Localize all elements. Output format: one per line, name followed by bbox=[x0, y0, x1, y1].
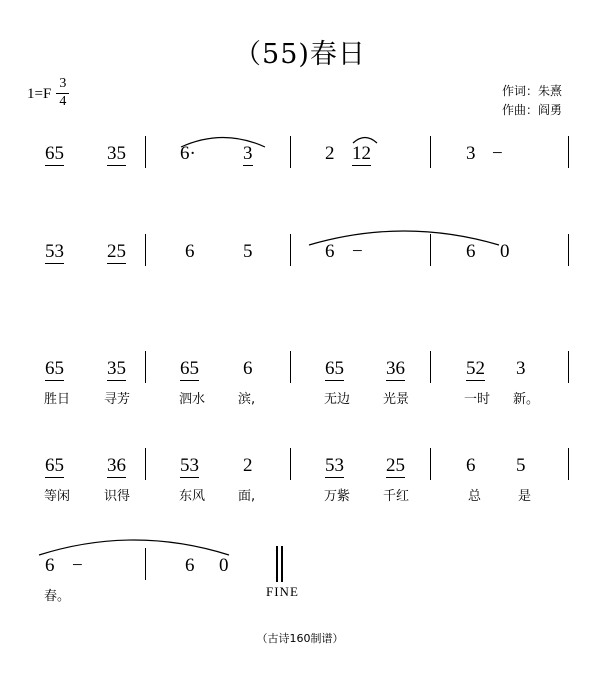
barline bbox=[568, 234, 569, 266]
note-group: 65 bbox=[45, 143, 64, 164]
lyric-syllable: 胜日 bbox=[44, 392, 71, 407]
lyric-syllable: 等闲 bbox=[44, 489, 71, 504]
note-group: 65 bbox=[45, 358, 64, 379]
slur-mark bbox=[38, 532, 230, 556]
lyricist-credit: 作词：朱熹 bbox=[501, 84, 562, 98]
note-group: 53 bbox=[45, 241, 64, 262]
note-group: 25 bbox=[386, 455, 405, 476]
note-group: 6 bbox=[45, 555, 55, 576]
note-group: 25 bbox=[107, 241, 126, 262]
lyric-syllable: 识得 bbox=[104, 489, 131, 504]
note-sustain-dash: − bbox=[352, 241, 363, 262]
footer-note: （古诗160制谱） bbox=[256, 632, 344, 645]
lyric-syllable: 泗水 bbox=[179, 392, 206, 407]
staff-line-1 bbox=[0, 130, 600, 210]
note-group: 6 bbox=[185, 555, 195, 576]
note-group: 3 bbox=[243, 143, 253, 164]
note-group: 35 bbox=[107, 358, 126, 379]
lyric-syllable: 万紫 bbox=[324, 489, 351, 504]
lyric-syllable: 千红 bbox=[383, 489, 410, 504]
credits-block bbox=[502, 82, 562, 120]
barline bbox=[568, 136, 569, 168]
barline bbox=[430, 448, 431, 480]
note-group: 0 bbox=[500, 241, 510, 262]
lyric-syllable: 滨, bbox=[238, 392, 256, 407]
lyric-syllable: 总 bbox=[468, 489, 482, 504]
barline bbox=[568, 448, 569, 480]
lyric-syllable: 东风 bbox=[179, 489, 206, 504]
lyric-syllable: 光景 bbox=[383, 392, 410, 407]
note-group: 6 bbox=[466, 241, 476, 262]
lyric-syllable: 无边 bbox=[324, 392, 351, 407]
note-group: 6 bbox=[325, 241, 335, 262]
time-signature-denominator: 4 bbox=[59, 94, 67, 109]
note-group: 0 bbox=[219, 555, 229, 576]
note-group: 35 bbox=[107, 143, 126, 164]
lyric-syllable: 是 bbox=[518, 489, 532, 504]
note-group: 3 bbox=[466, 143, 476, 164]
barline bbox=[290, 234, 291, 266]
note-group: 6 bbox=[466, 455, 476, 476]
note-group: 5 bbox=[516, 455, 526, 476]
note-group: 65 bbox=[180, 358, 199, 379]
note-sustain-dash: − bbox=[72, 555, 83, 576]
note-group: 52 bbox=[466, 358, 485, 379]
staff-line-3 bbox=[0, 345, 600, 455]
note-group: 53 bbox=[325, 455, 344, 476]
barline bbox=[568, 351, 569, 383]
lyric-syllable: 一时 bbox=[464, 392, 491, 407]
key-signature: 1=F bbox=[27, 85, 52, 102]
barline bbox=[145, 448, 146, 480]
lyric-syllable: 春。 bbox=[44, 589, 71, 604]
barline bbox=[290, 448, 291, 480]
note-group: 5 bbox=[243, 241, 253, 262]
composer-credit: 作曲：阎勇 bbox=[501, 103, 562, 117]
barline bbox=[145, 548, 146, 580]
barline bbox=[430, 234, 431, 266]
note-group: 12 bbox=[352, 143, 371, 164]
note-group: 6 bbox=[185, 241, 195, 262]
barline bbox=[145, 136, 146, 168]
key-time-signature bbox=[27, 78, 69, 110]
note-group: 2 bbox=[325, 143, 335, 164]
note-group: 36 bbox=[386, 358, 405, 379]
lyric-syllable: 面, bbox=[238, 489, 256, 504]
note-group: 6· bbox=[180, 143, 196, 164]
barline bbox=[430, 351, 431, 383]
barline bbox=[145, 234, 146, 266]
final-double-barline bbox=[276, 546, 287, 582]
note-group: 3 bbox=[516, 358, 526, 379]
note-group: 65 bbox=[45, 455, 64, 476]
staff-line-2 bbox=[0, 228, 600, 308]
note-group: 2 bbox=[243, 455, 253, 476]
note-group: 6 bbox=[243, 358, 253, 379]
fine-marking: FINE bbox=[266, 584, 299, 599]
barline bbox=[290, 136, 291, 168]
time-signature bbox=[56, 77, 69, 109]
barline bbox=[290, 351, 291, 383]
note-sustain-dash: − bbox=[492, 143, 503, 164]
staff-line-5 bbox=[0, 532, 600, 642]
note-group: 53 bbox=[180, 455, 199, 476]
barline bbox=[430, 136, 431, 168]
note-group: 65 bbox=[325, 358, 344, 379]
barline bbox=[145, 351, 146, 383]
page-title: （55)春日 bbox=[234, 39, 366, 70]
lyric-syllable: 新。 bbox=[513, 392, 540, 407]
note-group: 36 bbox=[107, 455, 126, 476]
lyric-syllable: 寻芳 bbox=[104, 392, 131, 407]
time-signature-numerator: 3 bbox=[59, 76, 67, 91]
